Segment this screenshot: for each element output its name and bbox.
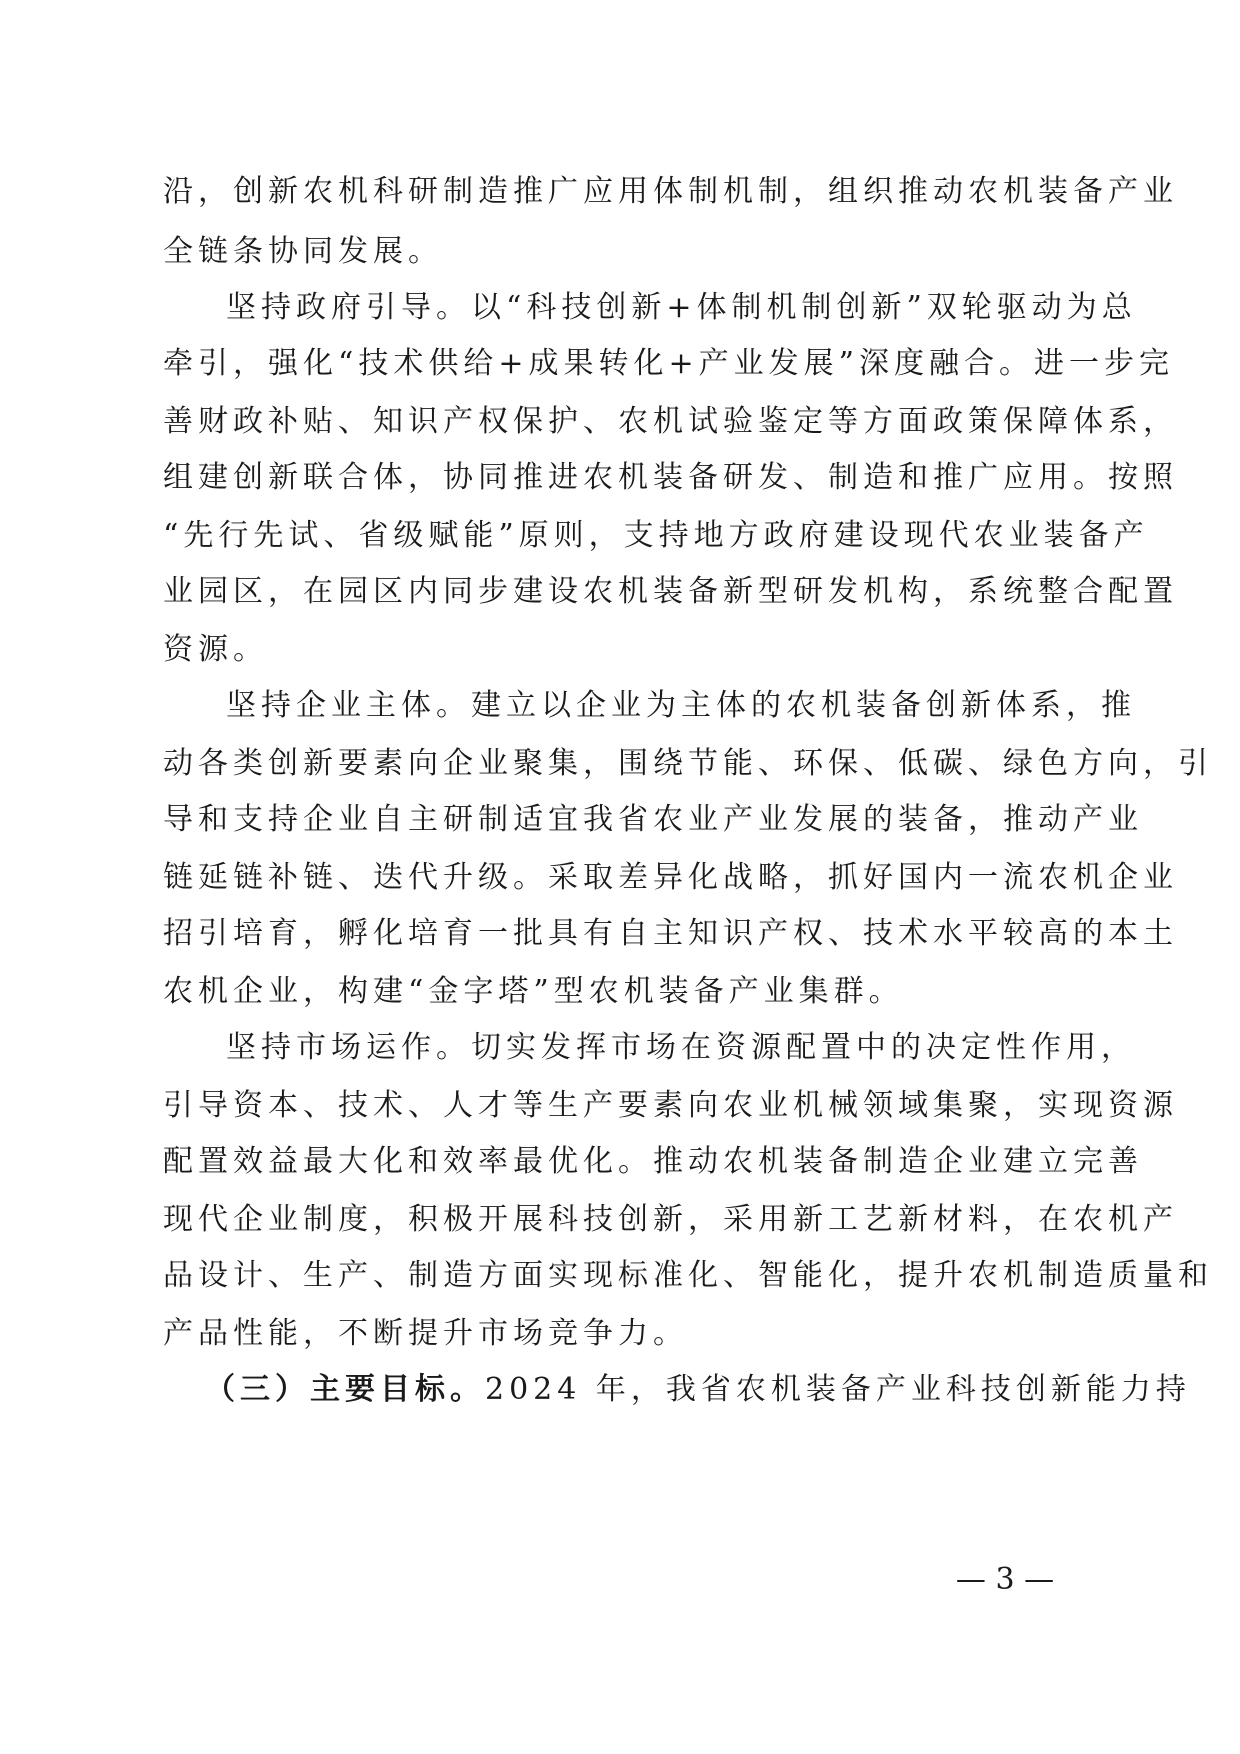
body-text-line: 坚持企业主体。建立以企业为主体的农机装备创新体系，推: [226, 688, 1136, 723]
body-text-line: 组建创新联合体，协同推进农机装备研发、制造和推广应用。按照: [163, 460, 1178, 495]
body-text-line: 坚持市场运作。切实发挥市场在资源配置中的决定性作用，: [226, 1030, 1136, 1065]
body-text-line: 全链条协同发展。: [163, 234, 443, 269]
body-text-line: 引导资本、技术、人才等生产要素向农业机械领域集聚，实现资源: [163, 1088, 1178, 1123]
section-heading-line: [205, 1370, 1191, 1410]
section-heading-label: （三）主要目标。: [205, 1372, 485, 1407]
body-text-line: “先行先试、省级赋能”原则，支持地方政府建设现代农业装备产: [163, 518, 1149, 553]
body-text-line: 招引培育，孵化培育一批具有自主知识产权、技术水平较高的本土: [163, 916, 1178, 951]
body-text-line: 现代企业制度，积极开展科技创新，采用新工艺新材料，在农机产: [163, 1202, 1178, 1237]
body-text-line: 动各类创新要素向企业聚集，围绕节能、环保、低碳、绿色方向，引: [163, 746, 1213, 781]
body-text-line: 品设计、生产、制造方面实现标准化、智能化，提升农机制造质量和: [163, 1258, 1213, 1293]
body-text-line: 善财政补贴、知识产权保护、农机试验鉴定等方面政策保障体系，: [163, 404, 1178, 439]
body-text-line: 链延链补链、迭代升级。采取差异化战略，抓好国内一流农机企业: [163, 860, 1178, 895]
body-text-line: 坚持政府引导。以“科技创新+体制机制创新”双轮驱动为总: [226, 290, 1137, 325]
page-number: — 3 —: [955, 1562, 1055, 1597]
body-text-line: 业园区，在园区内同步建设农机装备新型研发机构，系统整合配置: [163, 574, 1178, 609]
body-text-line: 导和支持企业自主研制适宜我省农业产业发展的装备，推动产业: [163, 802, 1143, 837]
body-text-line: 配置效益最大化和效率最优化。推动农机装备制造企业建立完善: [163, 1144, 1143, 1179]
body-text-line: 产品性能，不断提升市场竞争力。: [163, 1316, 688, 1351]
body-text-line: 农机企业，构建“金字塔”型农机装备产业集群。: [163, 974, 904, 1009]
body-text-line: 牵引，强化“技术供给+成果转化+产业发展”深度融合。进一步完: [163, 346, 1174, 381]
body-text-line: 资源。: [163, 632, 268, 667]
body-text-line: 沿，创新农机科研制造推广应用体制机制，组织推动农机装备产业: [163, 174, 1178, 209]
body-text-span: 2024 年，我省农机装备产业科技创新能力持: [485, 1372, 1191, 1407]
